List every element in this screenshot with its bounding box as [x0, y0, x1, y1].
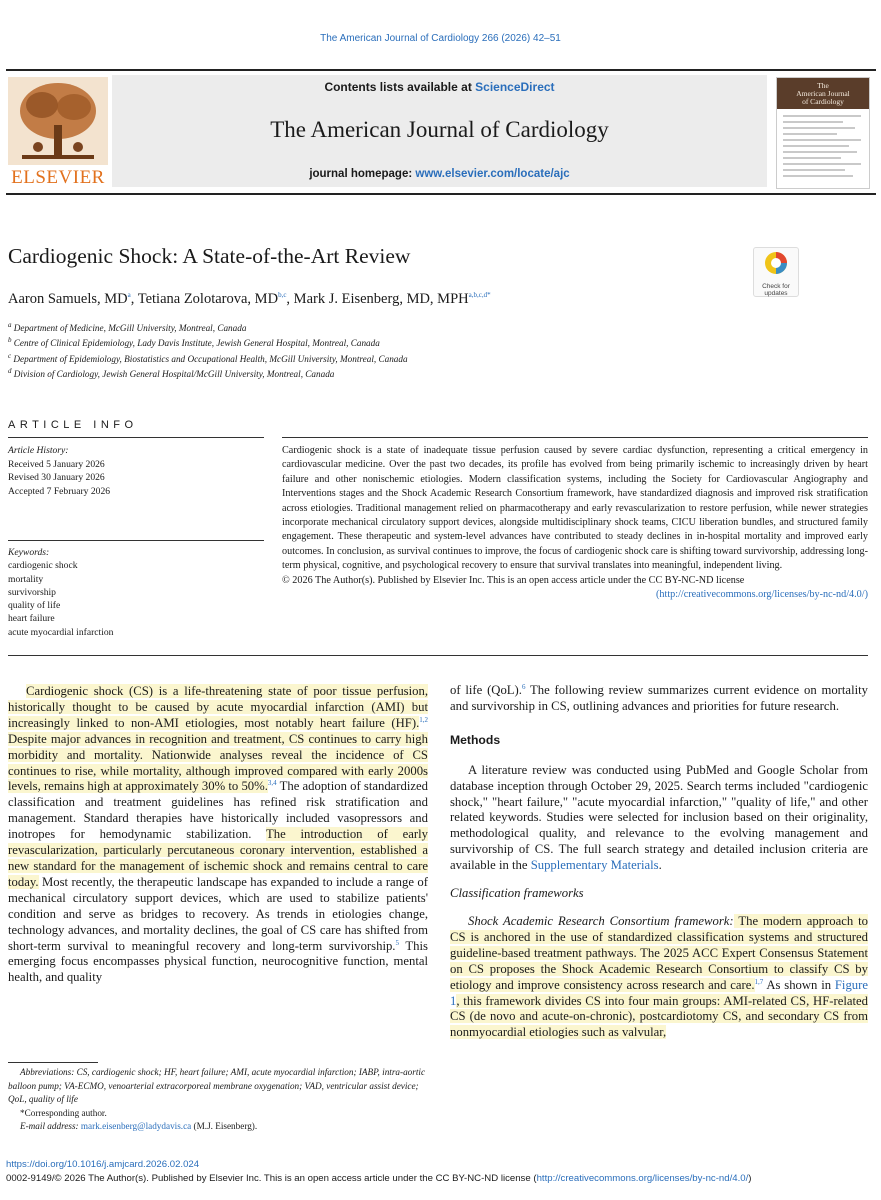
keywords-label: Keywords: [8, 547, 50, 558]
issn-line: 0002-9149/© 2026 The Author(s). Published by Elsevier Inc. This is an open access article under the CC BY-NC-ND license (http://creativecommons.org/licenses/by-nc-nd/4.0/) [6, 1172, 752, 1184]
body-column-right [450, 683, 868, 1041]
license-link[interactable]: (http://creativecommons.org/licenses/by-nc-nd/4.0/) [656, 589, 868, 601]
history-item: Accepted 7 February 2026 [8, 486, 111, 498]
elsevier-logo [8, 77, 108, 189]
page-footer [6, 1158, 751, 1186]
author-name: Mark J. Eisenberg, MD, MPH [293, 291, 469, 307]
affiliation-item [8, 367, 408, 382]
masthead-band [112, 75, 767, 187]
cross-ref-link[interactable]: Figure 1 [450, 977, 869, 1008]
check-updates-icon [754, 248, 798, 278]
email-link[interactable]: mark.eisenberg@ladydavis.ca [80, 1121, 192, 1131]
publisher-wordmark: ELSEVIER [11, 167, 105, 188]
affiliations [8, 321, 408, 382]
corresponding-author-marker[interactable]: * [487, 291, 491, 300]
cover-title-block [777, 78, 869, 109]
contents-line: Contents lists available at ScienceDirect [324, 80, 555, 94]
history-label: Article History: [8, 445, 69, 456]
cover-contents-icon [777, 109, 867, 189]
author-separator: , [130, 291, 138, 307]
citation-ref[interactable]: 1,2 [419, 715, 428, 724]
text-run: . [658, 858, 662, 873]
intro-continuation [450, 683, 868, 715]
affiliation-text: Department of Medicine, McGill University, Montreal, Canada [13, 323, 247, 333]
cover-line: The [817, 81, 829, 90]
keyword-item: heart failure [8, 613, 55, 625]
masthead [6, 69, 876, 195]
keyword-item: quality of life [8, 600, 61, 612]
text-run: , this framework divides CS into four main groups: AMI-related CS, HF-related CS (de novo and acute-on-chronic), postcardiotomy CS, and secondary CS from nonmyocardial etiologies such as valvular, [450, 993, 868, 1040]
text-run: A literature review was conducted using PubMed and Google Scholar from database inception through October 29, 2025. Search terms included "cardiogenic shock," "heart failure," "acute myocardial infarction," "quality of life," and other related keywords. Studies were selected for inclusion based on their originality, methodological quality, and relevance to the evolving management and survivorship of CS. The full search strategy and detailed inclusion criteria are available in the [450, 762, 868, 873]
affiliation-text: Department of Epidemiology, Biostatistics and Occupational Health, McGill University, Montreal, Canada [13, 353, 408, 364]
badge-line: updates [764, 290, 788, 297]
cross-ref-link[interactable]: Supplementary Materials [530, 858, 659, 873]
divider [282, 437, 868, 438]
email-footnote: E-mail address: mark.eisenberg@ladydavis.ca (M.J. Eisenberg). [20, 1121, 258, 1131]
footer-license-link[interactable]: http://creativecommons.org/licenses/by-nc-nd/4.0/ [536, 1172, 749, 1184]
inline-heading: Shock Academic Research Consortium framework: [468, 913, 734, 928]
affiliation-item [8, 336, 408, 351]
author-list [8, 291, 491, 308]
keyword-item: acute myocardial infarction [8, 626, 114, 638]
abstract-copyright: © 2026 The Author(s). Published by Elsevier Inc. This is an open access article under the CC BY-NC-ND license [282, 574, 745, 586]
cover-line: of Cardiology [802, 97, 844, 106]
keyword-item: survivorship [8, 586, 56, 598]
methods-paragraph [450, 763, 868, 874]
text-run: This emerging focus encompasses physical function, neurocognitive function, mental health, and quality [8, 938, 428, 985]
author-affiliation-marker[interactable]: b,c [278, 291, 287, 300]
intro-paragraph [8, 684, 428, 986]
text-run: of life (QoL). [450, 683, 522, 697]
article-history [8, 444, 110, 499]
abstract [282, 444, 868, 602]
divider [8, 655, 868, 656]
text-run: The introduction of early revascularization, particularly percutaneous coronary intervention, established a new standard for the management of ischemic shock and remains central to care today. [8, 827, 429, 889]
text-run: The following review summarizes current evidence on mortality and survivorship in CS, outlining advances and priorities for future research. [450, 683, 868, 713]
footnotes [8, 1066, 428, 1134]
elsevier-tree-icon [8, 77, 108, 165]
author-separator: , [286, 291, 294, 307]
history-item: Received 5 January 2026 [8, 458, 105, 470]
journal-cover-thumbnail[interactable] [776, 77, 870, 189]
affiliation-marker: c [8, 351, 12, 360]
divider [8, 437, 264, 438]
badge-line: Check for [762, 283, 790, 290]
author-name: Aaron Samuels, MD [8, 291, 128, 307]
author-affiliation-marker[interactable]: a,b,c,d [468, 291, 488, 300]
article-title: Cardiogenic Shock: A State-of-the-Art Review [8, 244, 411, 268]
affiliation-item [8, 352, 408, 367]
history-item: Revised 30 January 2026 [8, 472, 105, 484]
keywords [8, 546, 113, 639]
body-column-left [8, 684, 428, 986]
abstract-text: Cardiogenic shock is a state of inadequate tissue perfusion caused by severe cardiac dysfunction, representing a critical emergency in cardiovascular medicine. Over the past two decades, its profile has evolved from being primarily ischemic to increasingly driven by heart failure and other nonischemic etiologies. Modern classification systems, including the Society for Cardiovascular Angiography and Interventions stages and the Shock Academic Research Consortium framework, have standardized diagnosis and improved risk stratification across etiologies. Traditional management relied on pharmacotherapy and early revascularization to restore perfusion, while newer strategies incorporate mechanical circulatory support devices, alongside multidisciplinary shock teams, CICU liberation bundles, and structured family engagement. These therapeutic and system-level advances have contributed to steady declines in in-hospital mortality and improved early outcomes. In conclusion, as survival continues to improve, the focus of cardiogenic shock care is shifting toward survivorship, addressing long-term physical, cognitive, and psychological recovery to ensure that survival translates into meaningful, independent living. [282, 445, 868, 572]
corresponding-author-note: *Corresponding author. [20, 1107, 107, 1118]
divider [8, 540, 264, 541]
cover-line: American Journal [796, 89, 850, 98]
sciencedirect-link[interactable]: ScienceDirect [475, 80, 555, 94]
check-for-updates-badge[interactable] [753, 247, 799, 297]
journal-title: The American Journal of Cardiology [270, 117, 609, 142]
affiliation-marker: d [8, 366, 12, 375]
affiliation-item [8, 321, 408, 336]
citation-ref[interactable]: 6 [521, 682, 526, 691]
text-run: Cardiogenic shock (CS) is a life-threatening state of poor tissue perfusion, historically thought to be caused by acute myocardial infarction (AMI) but increasingly linked to non-AMI etiologies, most notably heart failure (HF). [8, 684, 428, 730]
affiliation-marker: b [8, 336, 12, 345]
text-run: The adoption of standardized classification and treatment guidelines has refined risk stratification and management. Standard therapies have historically included vasopressors and inotropes for hemodynamic stabilization. [8, 779, 428, 842]
homepage-line: journal homepage: www.elsevier.com/locate/ajc [309, 168, 570, 180]
section-subheading: Classification frameworks [450, 886, 584, 901]
sarc-paragraph [450, 914, 868, 1041]
author-name: Tetiana Zolotarova, MD [137, 291, 279, 307]
journal-citation[interactable]: The American Journal of Cardiology 266 (2026) 42–51 [320, 33, 561, 44]
citation-ref[interactable]: 1,7 [754, 977, 764, 986]
citation-ref[interactable]: 3,4 [267, 779, 277, 788]
article-info-heading: ARTICLE INFO [8, 419, 138, 431]
affiliation-marker: a [8, 320, 12, 329]
abbreviations-footnote: Abbreviations: CS, cardiogenic shock; HF, heart failure; AMI, acute myocardial infarction; IABP, intra-aortic balloon pump; VA-ECMO, venoarterial extracorporeal membrane oxygenation; VAD, ventricular assist device; QoL, quality of life [8, 1067, 426, 1104]
keyword-item: mortality [8, 573, 44, 585]
doi-link[interactable]: https://doi.org/10.1016/j.amjcard.2026.02.024 [6, 1159, 200, 1170]
homepage-link[interactable]: www.elsevier.com/locate/ajc [415, 168, 570, 180]
footnote-divider [8, 1062, 98, 1063]
methods-heading: Methods [450, 732, 501, 747]
citation-ref[interactable]: 5 [395, 938, 399, 947]
author-affiliation-marker[interactable]: a [127, 291, 131, 300]
affiliation-text: Division of Cardiology, Jewish General Hospital/McGill University, Montreal, Canada [13, 368, 335, 379]
keyword-item: cardiogenic shock [8, 560, 78, 572]
text-run: Most recently, the therapeutic landscape has expanded to include a range of mechanical circulatory support devices, which are used to stabilize patients' condition and serve as bridges to recovery. As trends in etiologies change, technology advances, and mortality declines, the goal of CS care has shifted from short-term survival to meaningful recovery and long-term survivorship. [8, 874, 428, 953]
text-run: Despite major advances in recognition and treatment, CS continues to carry high morbidity and mortality. Nationwide analyses reveal the incidence of CS continues to rise, while mortality, although improved compared with early 2000s levels, remains high at approximately 30% to 50%. [8, 731, 428, 794]
text-run: As shown in [763, 977, 835, 992]
text-run: The modern approach to CS is anchored in the use of standardized classification systems and structured guideline-based treatment pathways. The 2025 ACC Expert Consensus Statement on CS proposes the Shock Academic Research Consortium to classify CS by etiology and improve consistency across research and care. [450, 913, 868, 992]
affiliation-text: Centre of Clinical Epidemiology, Lady Davis Institute, Jewish General Hospital, Montreal, Canada [13, 338, 380, 349]
